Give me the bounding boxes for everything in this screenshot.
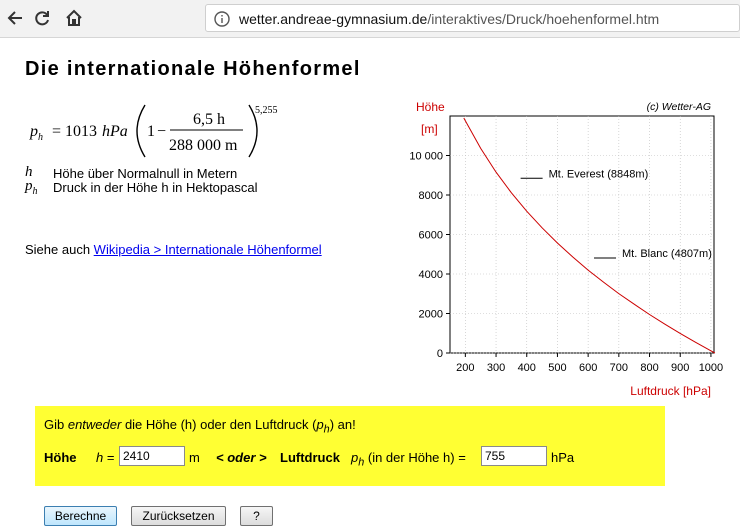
reload-icon[interactable] <box>31 7 53 29</box>
altitude-pressure-chart <box>400 96 735 401</box>
address-bar[interactable] <box>205 4 740 32</box>
formula-denominator: 288 000 m <box>169 137 238 154</box>
url-path: /interaktives/Druck/hoehenformel.htm <box>427 11 660 27</box>
x-tick-label: 200 <box>456 362 475 374</box>
back-arrow-icon[interactable] <box>4 7 26 29</box>
x-tick-label: 700 <box>609 362 629 374</box>
oder-label: < oder > <box>216 450 267 465</box>
p-variable: $p_h$ (in der Höhe h) = <box>351 450 466 469</box>
formula-exponent: 5,255 <box>255 105 278 116</box>
x-axis-label: Luftdruck [hPa] <box>630 384 711 398</box>
formula-lhs: p <box>30 123 38 140</box>
y-tick-label: 8000 <box>418 190 443 202</box>
x-tick-label: 600 <box>578 362 598 374</box>
annotation-label: Mt. Blanc (4807m) <box>622 248 712 261</box>
h-unit: m <box>189 450 200 465</box>
browser-toolbar <box>0 0 740 38</box>
see-also <box>25 242 322 257</box>
instruction-text: Gib entweder die Höhe (h) oder den Luftdruck $(p_h)$ an! <box>44 417 356 436</box>
pressure-input[interactable] <box>481 446 547 466</box>
home-icon[interactable] <box>63 7 85 29</box>
url-domain: wetter.andreae-gymnasium.de <box>239 11 428 27</box>
definition-text: Druck in der Höhe h in Hektopascal <box>53 180 258 195</box>
x-tick-label: 500 <box>548 362 567 374</box>
y-tick-label: 6000 <box>418 229 443 242</box>
formula-numerator: 6,5 h <box>193 111 225 128</box>
help-button[interactable]: ? <box>240 506 273 526</box>
formula-unit: hPa <box>102 123 128 140</box>
formula-equals: = <box>52 123 62 140</box>
y-tick-label: 10 000 <box>409 150 443 163</box>
definition-text: Höhe über Normalnull in Metern <box>53 166 238 181</box>
x-tick-label: 300 <box>486 362 506 374</box>
see-also-prefix: Siehe auch <box>25 242 94 257</box>
x-tick-label: 1000 <box>698 362 724 374</box>
hoehe-label: Höhe <box>44 450 77 465</box>
y-tick-label: 0 <box>436 348 443 360</box>
luftdruck-label: Luftdruck <box>280 450 340 465</box>
input-panel <box>35 406 665 486</box>
definition-symbol: $p_h$ <box>25 178 38 197</box>
x-tick-label: 400 <box>517 362 536 374</box>
formula-lhs-sub: h <box>38 132 43 143</box>
info-icon[interactable] <box>214 11 230 32</box>
annotation-label: Mt. Everest (8848m) <box>548 168 649 181</box>
page-title: Die internationale Höhenformel <box>25 58 361 80</box>
y-tick-label: 2000 <box>418 308 443 321</box>
reset-button[interactable]: Zurücksetzen <box>131 506 226 526</box>
url-text <box>239 11 659 27</box>
h-variable: h = <box>96 450 115 465</box>
x-tick-label: 800 <box>640 362 659 374</box>
formula <box>25 96 325 166</box>
wikipedia-link[interactable]: Wikipedia > Internationale Höhenformel <box>93 242 322 257</box>
formula-minus: − <box>157 123 167 140</box>
calculate-button[interactable]: Berechne <box>44 506 117 526</box>
definition-symbol: h <box>25 164 33 180</box>
height-input[interactable] <box>119 446 185 466</box>
chart-credit: (c) Wetter-AG <box>646 101 711 113</box>
y-axis-unit: [m] <box>421 122 438 136</box>
left-paren <box>137 105 145 157</box>
y-tick-label: 4000 <box>418 269 443 281</box>
formula-coef: 1013 <box>65 123 97 140</box>
formula-one: 1 <box>147 123 155 140</box>
y-axis-label: Höhe <box>416 100 445 114</box>
p-unit: hPa <box>551 450 575 465</box>
x-tick-label: 900 <box>671 362 690 374</box>
